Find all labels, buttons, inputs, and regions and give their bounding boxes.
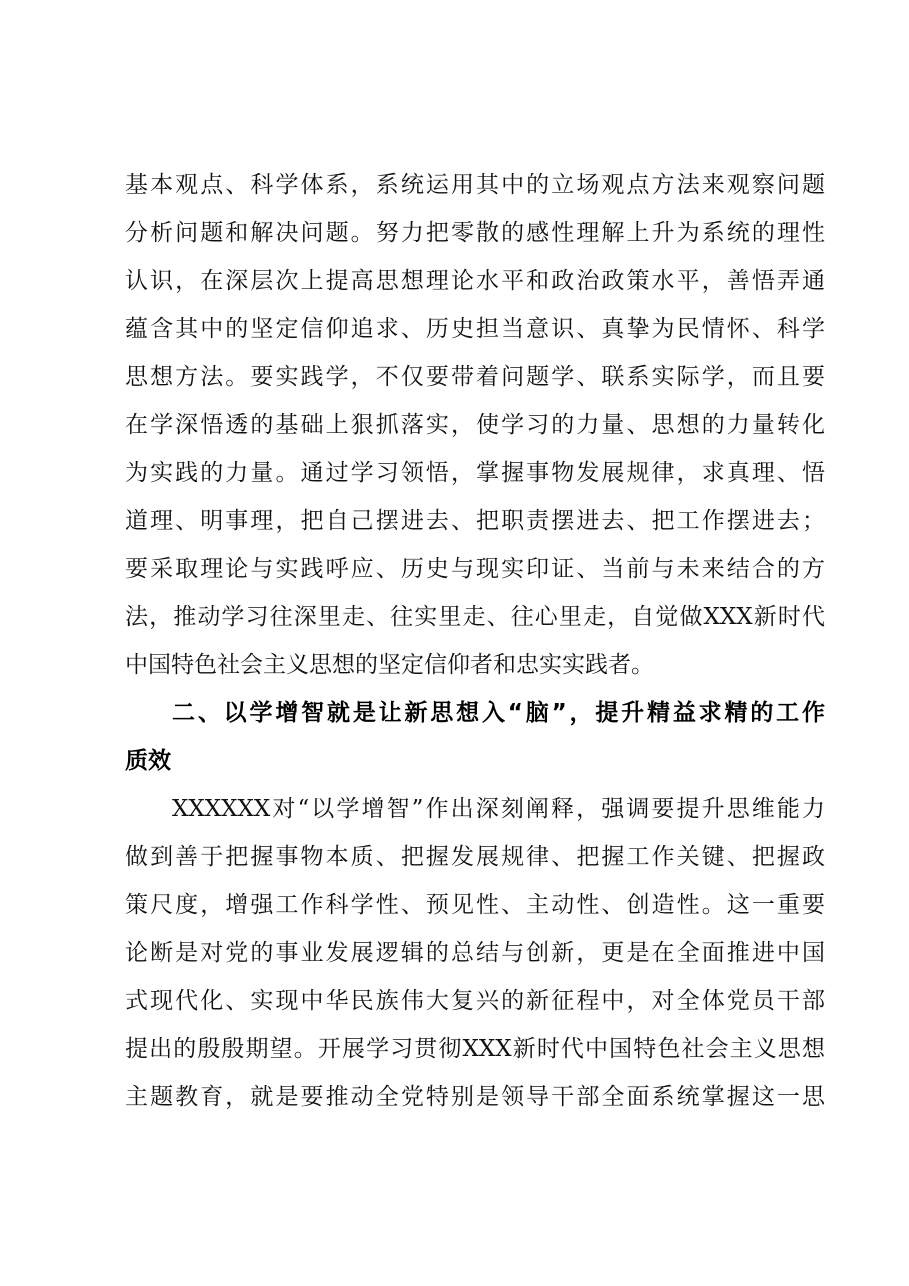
text-line: 论断是对党的事业发展逻辑的总结与创新，更是在全面推进中国 [125,940,825,966]
paragraph [125,785,825,1121]
text-line: 道理、明事理，把自己摆进去、把职责摆进去、把工作摆进去； [125,508,825,534]
text-line: 做到善于把握事物本质、把握发展规律、把握工作关键、把握政 [125,844,825,870]
text-line: 主题教育，就是要推动全党特别是领导干部全面系统掌握这一思 [125,1084,825,1110]
text-line: 思想方法。要实践学，不仅要带着问题学、联系实际学，而且要 [125,364,825,390]
text-line: 分析问题和解决问题。努力把零散的感性理解上升为系统的理性 [125,220,825,246]
text-line: 策尺度，增强工作科学性、预见性、主动性、创造性。这一重要 [125,892,825,918]
text-line: 式现代化、实现中华民族伟大复兴的新征程中，对全体党员干部 [125,988,825,1014]
text-line: 法，推动学习往深里走、往实里走、往心里走，自觉做XXX新时代 [125,604,825,630]
text-line: 在学深悟透的基础上狠抓落实，使学习的力量、思想的力量转化 [125,412,825,438]
text-line: 中国特色社会主义思想的坚定信仰者和忠实实践者。 [125,652,654,678]
paragraph-continued [125,161,825,689]
text-line: 要采取理论与实践呼应、历史与现实印证、当前与未来结合的方 [125,556,825,582]
heading-line: 质效 [125,748,171,774]
text-line: XXXXXX对“以学增智”作出深刻阐释，强调要提升思维能力 [172,796,825,822]
section-heading [125,689,825,785]
text-line: 基本观点、科学体系，系统运用其中的立场观点方法来观察问题 [125,172,825,198]
document-body [125,161,825,1121]
text-line: 为实践的力量。通过学习领悟，掌握事物发展规律，求真理、悟 [125,460,825,486]
text-line: 提出的殷殷期望。开展学习贯彻XXX新时代中国特色社会主义思想 [125,1036,825,1062]
text-line: 蕴含其中的坚定信仰追求、历史担当意识、真挚为民情怀、科学 [125,316,825,342]
text-line: 认识，在深层次上提高思想理论水平和政治政策水平，善悟弄通 [125,268,825,294]
heading-line: 二、以学增智就是让新思想入“脑”，提升精益求精的工作 [172,700,825,726]
